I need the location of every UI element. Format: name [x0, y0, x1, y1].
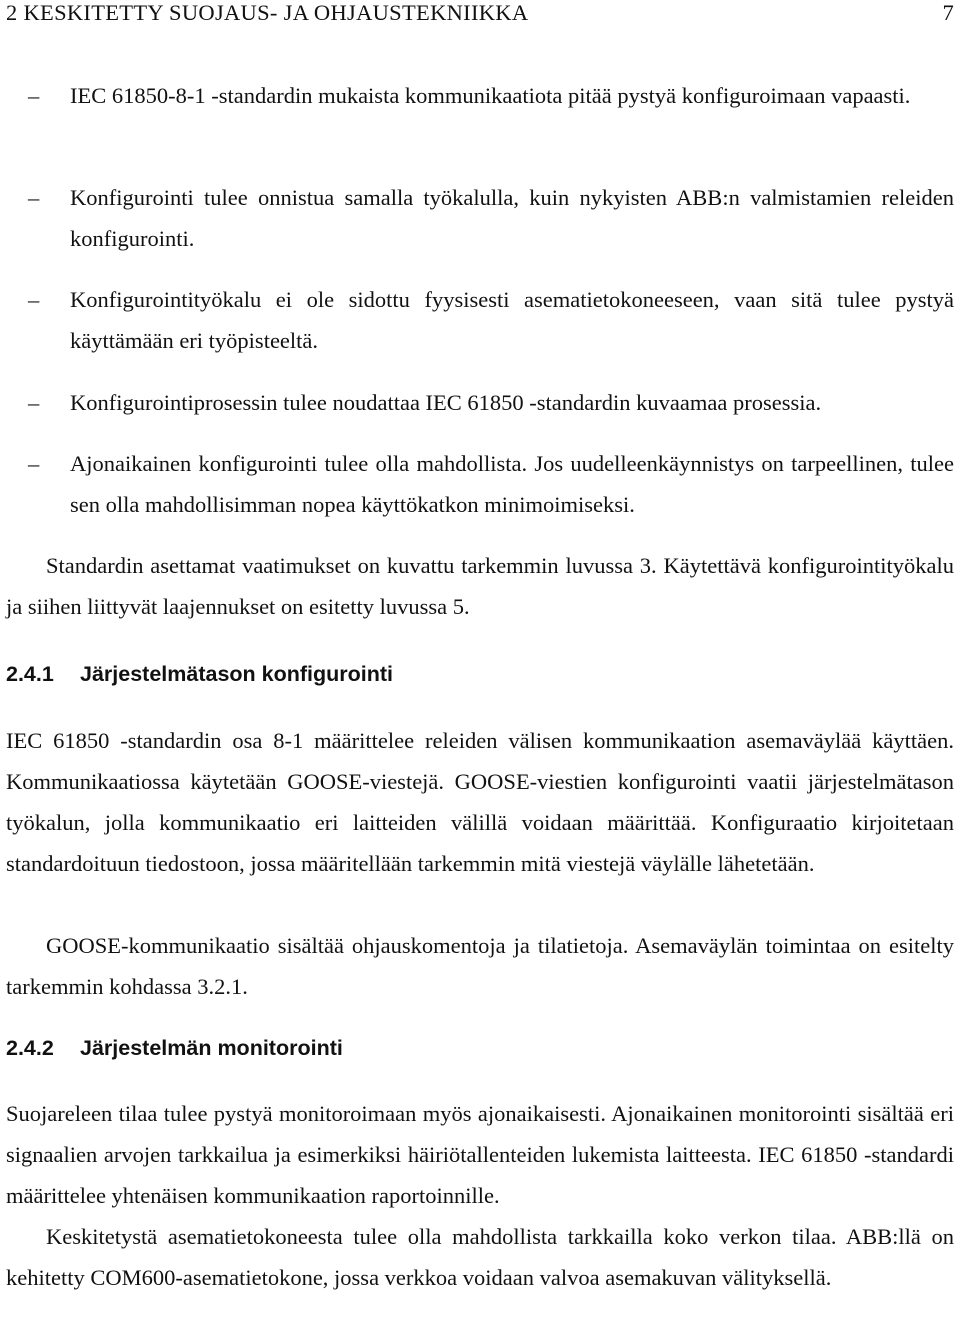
list-item — [6, 443, 954, 525]
list-item — [6, 75, 954, 116]
list-item-text: Konfigurointiprosessin tulee noudattaa IEC 61850 -standardin kuvaamaa prosessia. — [70, 390, 822, 415]
section-number: 2.4.2 — [6, 1036, 54, 1060]
paragraph: Suojareleen tilaa tulee pystyä monitoroimaan myös ajonaikaisesti. Ajonaikainen monitorointi sisältää eri signaalien arvojen tarkkailua ja esimerkiksi häiriötallenteiden lukemista laitteesta. IEC 61850 -standardi määrittelee yhtenäisen kommunikaation raportoinnille. — [6, 1101, 954, 1208]
list-dash: – — [28, 287, 40, 312]
list-dash: – — [28, 83, 40, 108]
list-item-text: Ajonaikainen konfigurointi tulee olla mahdollista. Jos uudelleenkäynnistys on tarpeellinen, tulee sen olla mahdollisimman nopea käyttökatkon minimoimiseksi. — [70, 451, 954, 517]
paragraph: GOOSE-kommunikaatio sisältää ohjauskomentoja ja tilatietoja. Asemaväylän toimintaa on esitelty tarkemmin kohdassa 3.2.1. — [6, 933, 954, 999]
intro-paragraph: Standardin asettamat vaatimukset on kuvattu tarkemmin luvussa 3. Käytettävä konfigurointityökalu ja siihen liittyvät laajennukset on esitetty luvussa 5. — [6, 553, 954, 619]
section-heading-2-4-2 — [6, 1034, 343, 1062]
running-header — [6, 0, 954, 28]
list-item-text: Konfigurointi tulee onnistua samalla työkalulla, kuin nykyisten ABB:n valmistamien releiden konfigurointi. — [70, 185, 954, 251]
list-dash: – — [28, 185, 40, 210]
paragraph: Keskitetystä asematietokoneesta tulee olla mahdollista tarkkailla koko verkon tilaa. ABB:llä on kehitetty COM600-asematietokone, jossa verkkoa voidaan valvoa asemakuvan välityksellä. — [6, 1224, 954, 1290]
section-heading-2-4-1 — [6, 660, 393, 688]
list-item-text: IEC 61850-8-1 -standardin mukaista kommunikaatiota pitää pystyä konfiguroimaan vapaasti. — [70, 83, 911, 108]
section-number: 2.4.1 — [6, 662, 54, 686]
list-dash: – — [28, 451, 40, 476]
list-item — [6, 382, 954, 423]
list-item — [6, 177, 954, 259]
list-item-text: Konfigurointityökalu ei ole sidottu fyysisesti asematietokoneeseen, vaan sitä tulee pystyä käyttämään eri työpisteeltä. — [70, 287, 954, 353]
list-item — [6, 279, 954, 361]
list-dash: – — [28, 390, 40, 415]
section-title: Järjestelmän monitorointi — [80, 1036, 343, 1060]
page-number: 7 — [942, 0, 954, 25]
paragraph: IEC 61850 -standardin osa 8-1 määrittelee releiden välisen kommunikaation asemaväylää käyttäen. Kommunikaatiossa käytetään GOOSE-viestejä. GOOSE-viestien konfigurointi vaatii järjestelmätason työkalun, jolla kommunikaatio eri laitteiden välillä voidaan määrittää. Konfiguraatio kirjoitetaan standardoituun tiedostoon, jossa määritellään tarkemmin mitä viestejä väylälle lähetetään. — [6, 728, 954, 876]
section-title: Järjestelmätason konfigurointi — [80, 662, 394, 686]
chapter-title: 2 KESKITETTY SUOJAUS- JA OHJAUSTEKNIIKKA — [6, 0, 529, 25]
